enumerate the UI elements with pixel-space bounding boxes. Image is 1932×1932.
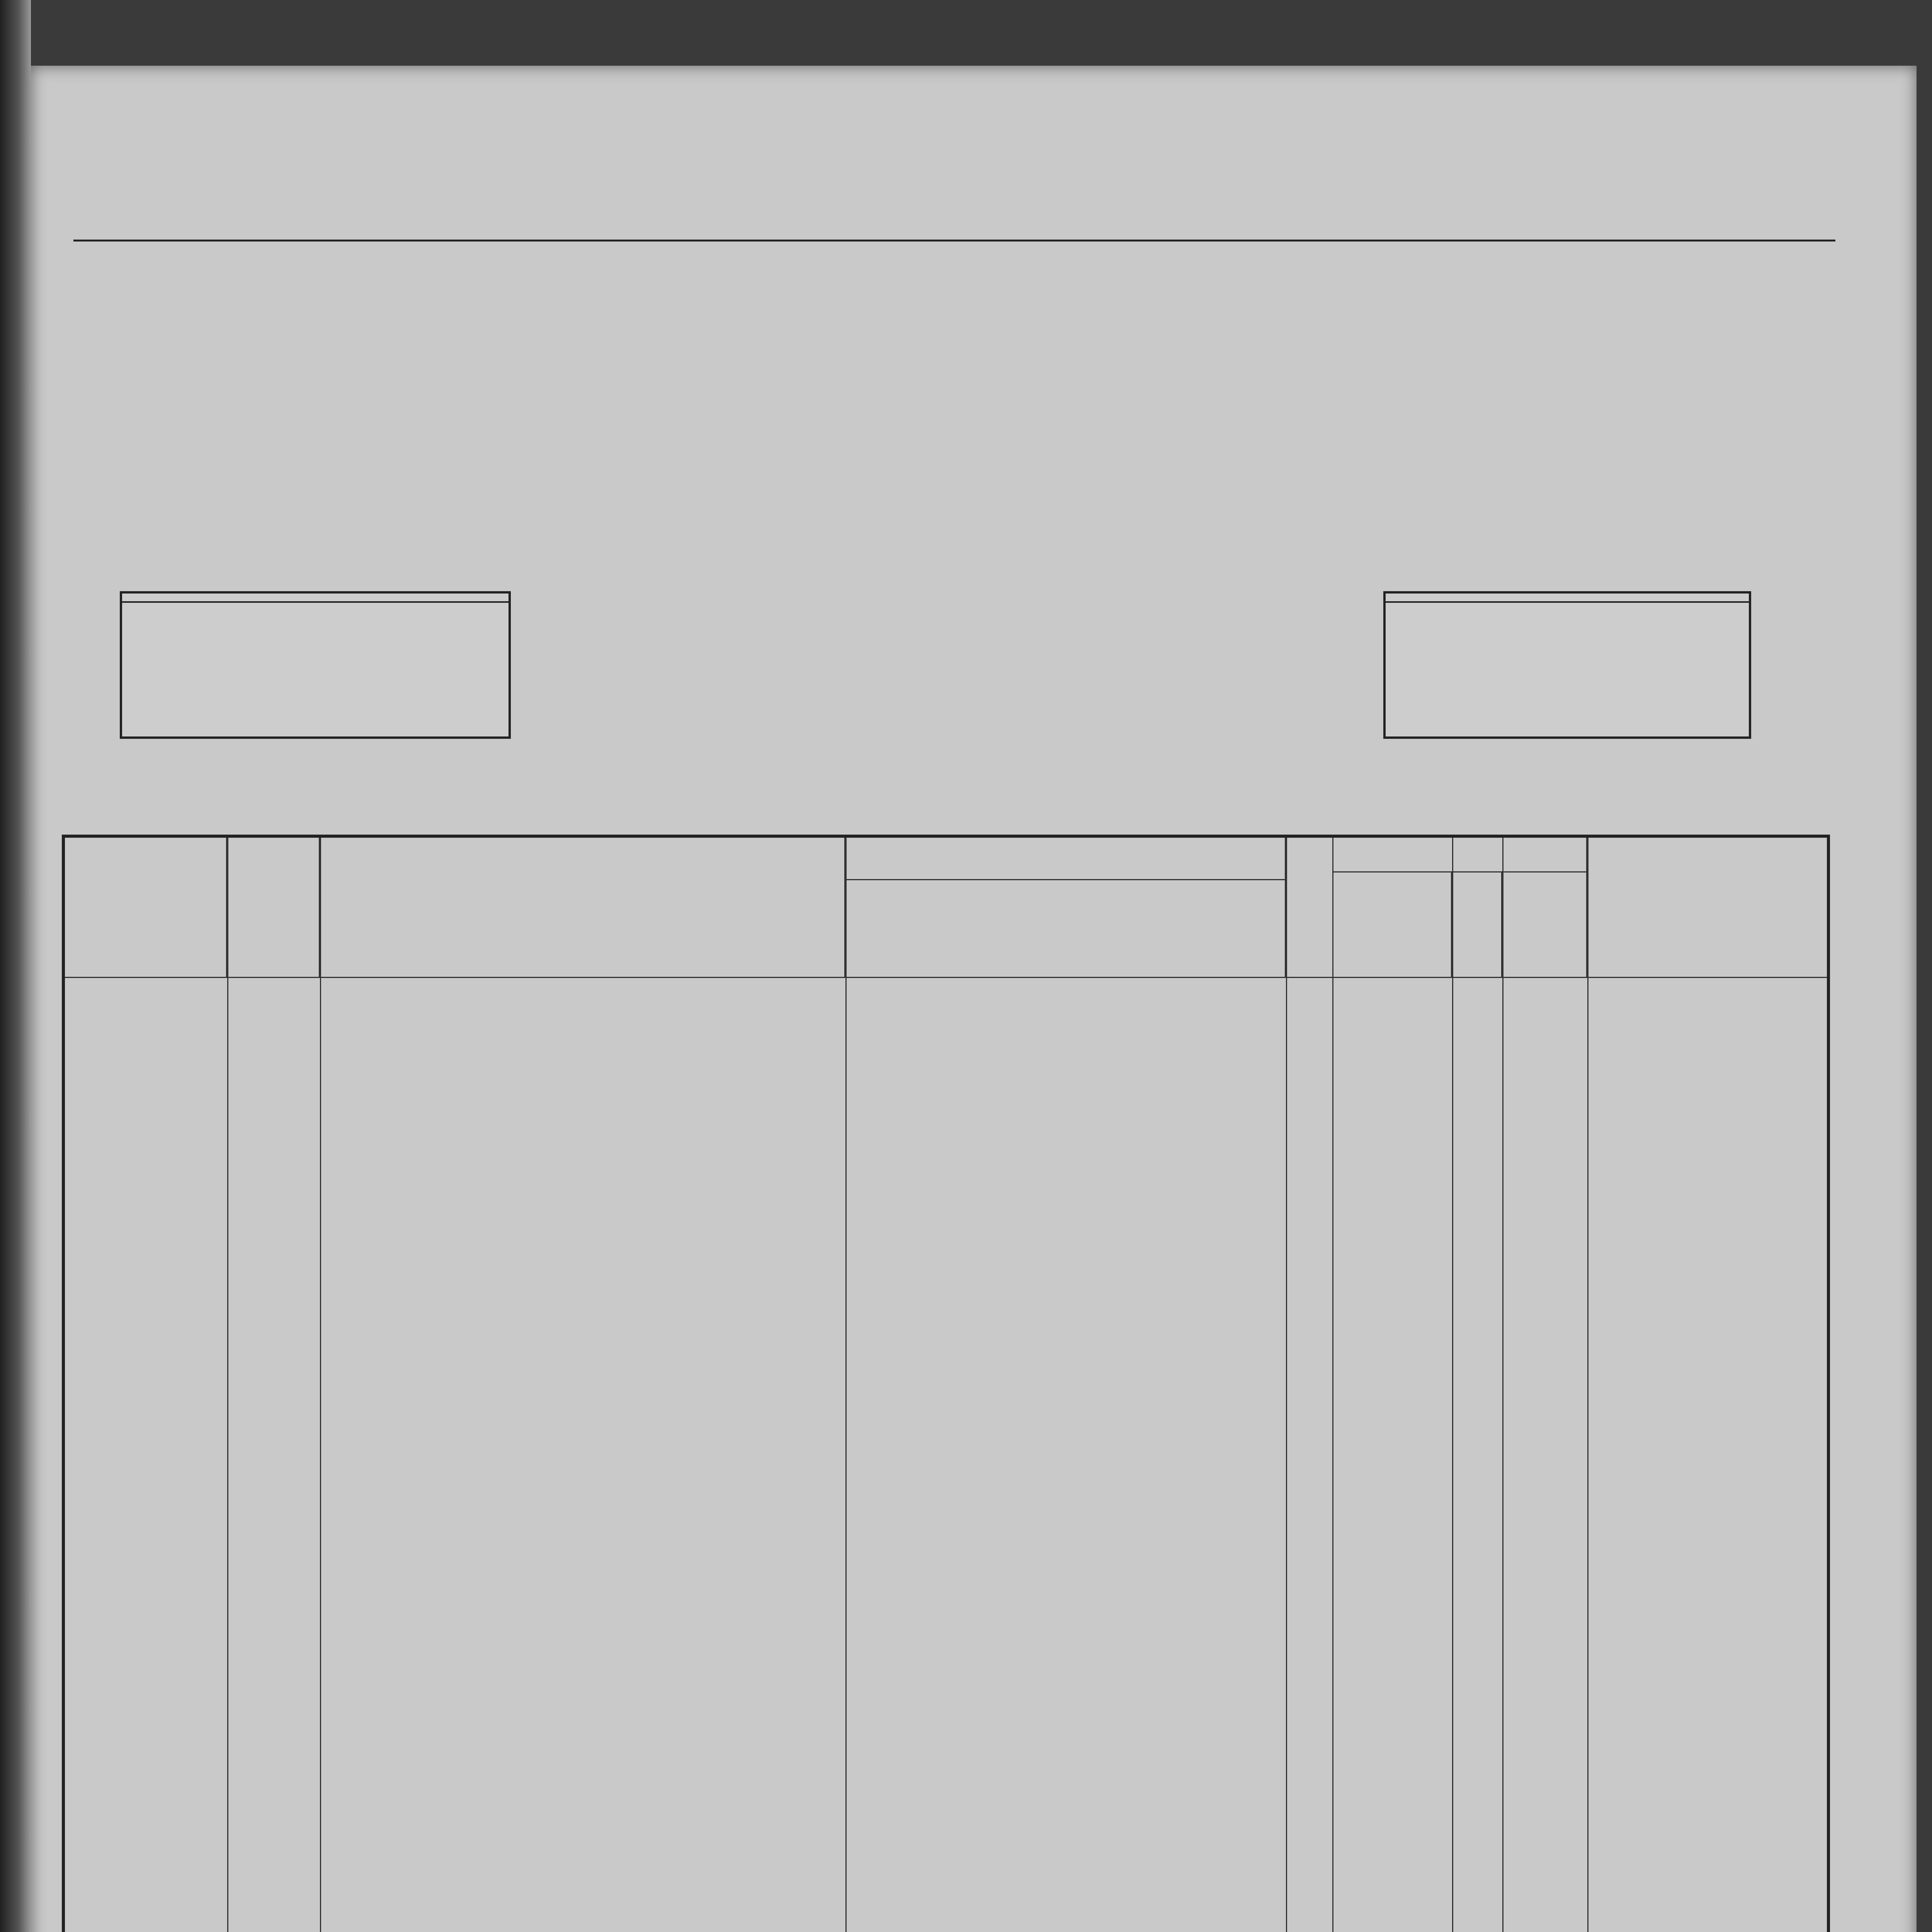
subscriptions-title: [1386, 594, 1749, 603]
header-valeur: [227, 838, 320, 977]
header-montant: [65, 838, 227, 977]
subscriptions-box-left: [120, 591, 511, 739]
header-numero: [1452, 872, 1502, 977]
header-coupons: [1332, 838, 1587, 872]
header-rule: [73, 240, 1835, 242]
header-cours-jour: [845, 838, 1286, 880]
header-premier: [845, 880, 930, 977]
subscriptions-box-right: [1383, 591, 1751, 739]
subscriptions-title: [122, 594, 509, 603]
quotation-table: [62, 835, 1830, 1932]
header-rule: [65, 977, 1827, 978]
header-montant-net: [1502, 872, 1587, 977]
column-rule: [1286, 838, 1287, 1932]
header-date-paye: [1332, 872, 1452, 977]
header-plus-bas: [930, 880, 977, 977]
column-rule: [320, 838, 321, 1932]
book-spine: [0, 0, 31, 1932]
header-observations: [1587, 838, 1821, 977]
column-rule: [845, 838, 847, 1932]
header-cours-precedents: [1286, 838, 1332, 977]
header-designation: [320, 838, 845, 977]
column-rule: [1502, 838, 1503, 1932]
column-rule: [1587, 838, 1588, 1932]
column-rule: [227, 838, 228, 1932]
column-rule: [1332, 838, 1333, 1932]
header-dernier: [1023, 880, 1286, 977]
column-rule: [1452, 838, 1453, 1932]
newspaper-page: [31, 66, 1917, 1932]
header-plus-haut: [977, 880, 1023, 977]
